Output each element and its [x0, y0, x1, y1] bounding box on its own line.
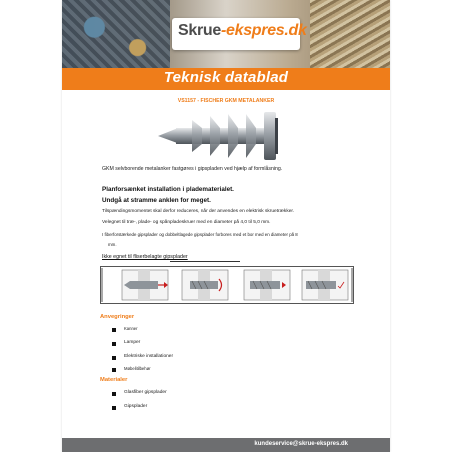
diagram-step-1	[122, 270, 168, 300]
unsuitable-underline	[170, 261, 240, 262]
paragraph-drilling: I fiberforstærkede gipsplader og dobbeltlagede gipsplader forbores med et bor med en diameter på 8	[102, 232, 298, 237]
datasheet-page	[62, 0, 390, 452]
bullet-icon	[112, 342, 116, 346]
logo-suffix: -ekspres.dk	[220, 22, 307, 39]
bullet-icon	[112, 406, 116, 410]
application-item: Lamper	[124, 340, 141, 345]
installation-diagram	[100, 266, 354, 304]
page-title: Teknisk datablad	[163, 69, 289, 86]
footer-bar	[62, 438, 390, 452]
application-item: Kanner	[124, 326, 138, 331]
heading-tighten: Undgå at stramme anklen for meget.	[102, 197, 211, 204]
product-code: VS1157 - FISCHER GKM METALANKER	[177, 98, 275, 104]
bullet-icon	[112, 356, 116, 360]
material-item: Gipsplader	[124, 404, 148, 409]
screws-photo-right	[310, 0, 390, 68]
paragraph-torque: Tilspændingsmomentet skal derfor reduceres, når der anvendes en elektrisk skruetrækker.	[102, 209, 295, 214]
unsuitable-note: Ikke egnet til fliserbelagte gipsplader	[102, 254, 188, 260]
materials-heading: Materialer	[100, 377, 128, 383]
metal-anchor-image	[154, 108, 304, 164]
tools-photo-left	[62, 0, 170, 68]
logo-brand: Skrue	[178, 22, 221, 39]
applications-heading: Anvegringer	[100, 314, 135, 320]
title-bar	[62, 68, 390, 90]
paragraph-mm: mm.	[108, 242, 117, 247]
header-banner	[62, 0, 390, 68]
paragraph-screws: Velegnet til træ-, plade- og spånpladeskruer med en diameter på 4,0 til 5,0 mm.	[102, 220, 271, 225]
diagram-step-3	[244, 270, 290, 300]
application-item: Møbelitilbehør	[124, 366, 151, 371]
bullet-icon	[112, 328, 116, 332]
heading-installation: Planforsænket installation i pladematerialet.	[102, 186, 234, 193]
bullet-icon	[112, 368, 116, 372]
diagram-step-2	[182, 270, 228, 300]
customer-service-email[interactable]: kundeservice@skrue-ekspres.dk	[254, 441, 348, 447]
intro-text: GKM selvborende metalanker fastgøres i gipspladen ved hjælp af formlåsning.	[102, 166, 283, 172]
application-item: Elektriske installationer	[124, 354, 174, 359]
diagram-step-4	[302, 270, 348, 300]
material-item: Glasfiber gipsplader	[124, 390, 167, 395]
brand-logo[interactable]	[172, 18, 307, 50]
bullet-icon	[112, 392, 116, 396]
